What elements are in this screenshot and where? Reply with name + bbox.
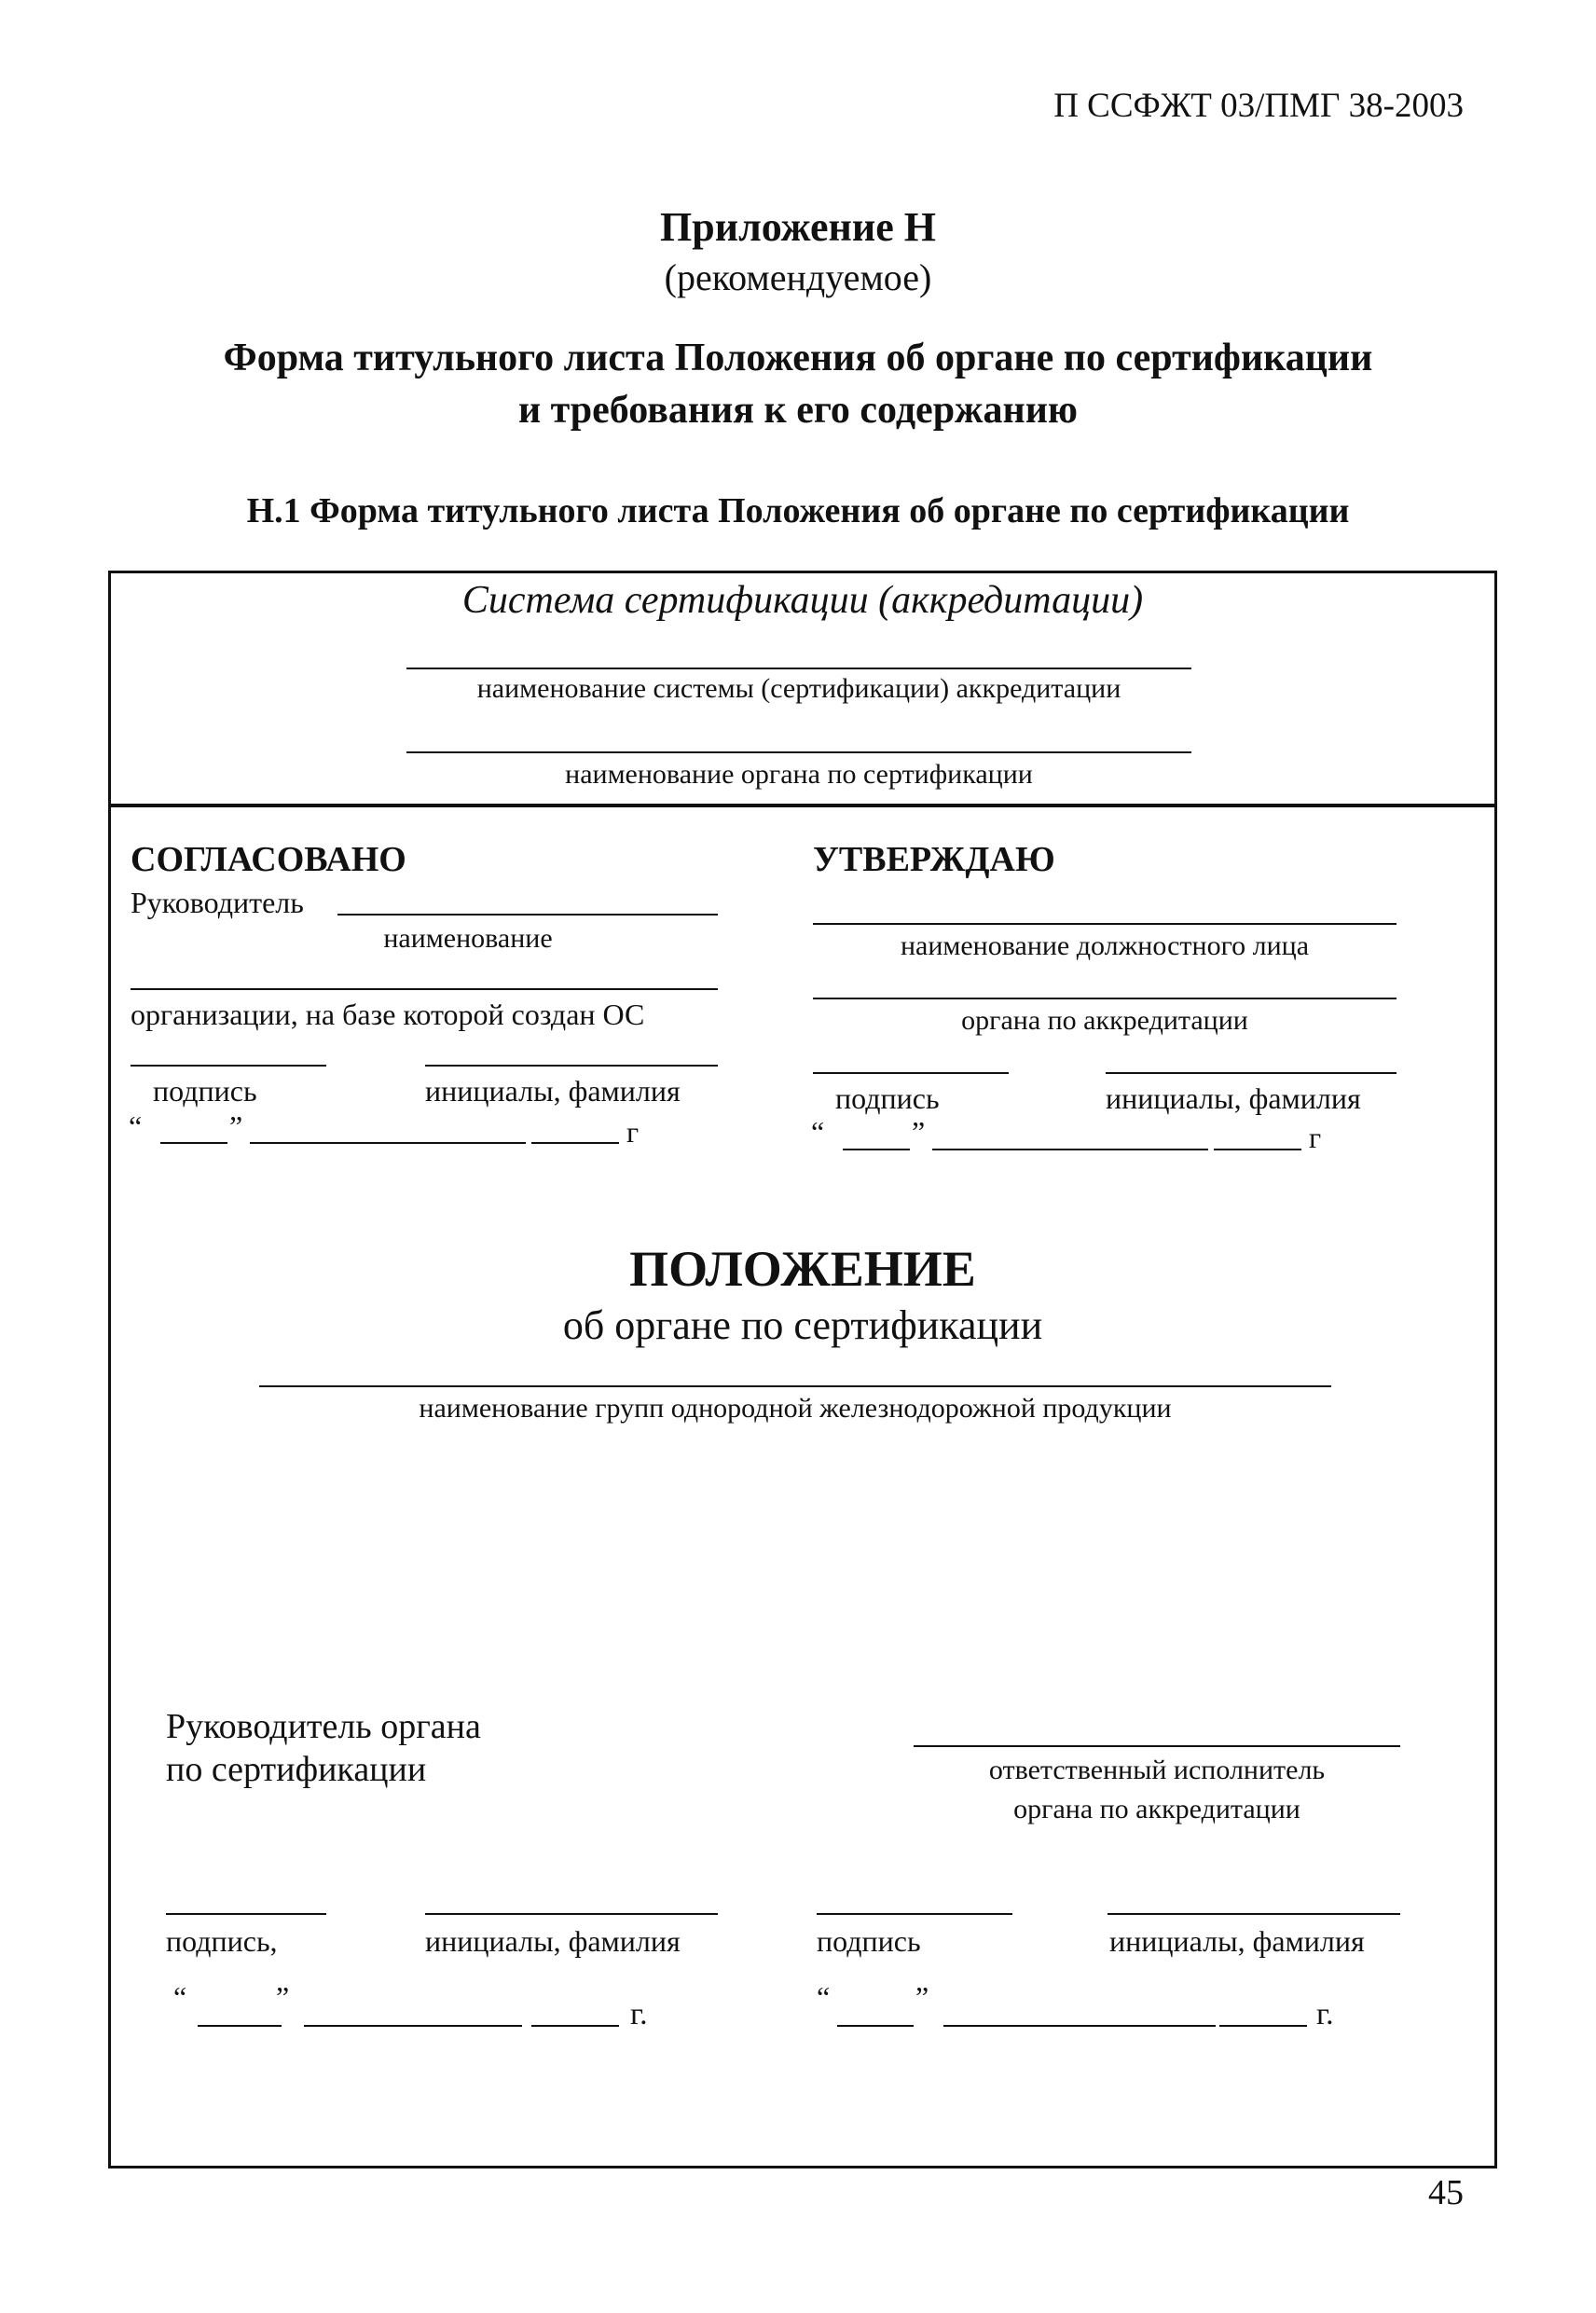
agreed-signature-caption: подпись — [153, 1074, 257, 1108]
agreed-org-caption: организации, на базе которой создан ОС — [131, 998, 645, 1031]
agreed-head-line — [337, 914, 718, 916]
agreed-date-month-line — [250, 1142, 526, 1144]
body-name-caption: наименование органа по сертификации — [565, 759, 1033, 790]
agreed-date-open-quote: “ — [129, 1109, 143, 1143]
bottom-left-label-line2: по сертификации — [166, 1750, 427, 1789]
agreed-date-year-line — [531, 1142, 619, 1144]
bottom-right-initials-caption: инициалы, фамилия — [1109, 1924, 1365, 1958]
document-subtitle: об органе по сертификации — [562, 1302, 1043, 1348]
approved-date-day-line — [843, 1149, 910, 1150]
bottom-left-date-month-line — [304, 2025, 522, 2027]
bottom-left-date-close-quote: ” — [276, 1980, 290, 2014]
bottom-left-signature-caption: подпись, — [166, 1924, 278, 1958]
approved-year-suffix: г — [1309, 1121, 1322, 1154]
agreed-initials-line — [425, 1065, 718, 1067]
approved-initials-line — [1106, 1072, 1396, 1074]
approved-date-year-line — [1214, 1149, 1301, 1150]
appendix-status: (рекомендуемое) — [664, 256, 932, 298]
approved-initials-caption: инициалы, фамилия — [1106, 1081, 1361, 1115]
bottom-left-date-year-line — [531, 2025, 619, 2027]
approved-date-open-quote: “ — [811, 1115, 825, 1149]
executor-caption-line1: ответственный исполнитель — [988, 1755, 1326, 1785]
approved-date-month-line — [932, 1149, 1208, 1150]
appendix-title: Приложение Н — [660, 204, 936, 250]
bottom-right-date-day-line — [837, 2025, 914, 2027]
agreed-org-line — [131, 988, 718, 990]
agreed-heading: СОГЛАСОВАНО — [131, 840, 406, 879]
bottom-right-date-year-line — [1219, 2025, 1307, 2027]
agreed-date-day-line — [160, 1142, 227, 1144]
page-number: 45 — [1428, 2173, 1464, 2212]
bottom-right-date-open-quote: “ — [817, 1980, 831, 2014]
approved-official-caption: наименование должностного лица — [900, 930, 1310, 961]
bottom-right-year-suffix: г. — [1316, 1997, 1334, 2031]
bottom-left-signature-line — [166, 1913, 326, 1915]
agreed-signature-line — [131, 1065, 326, 1067]
document-code: П ССФЖТ 03/ПМГ 38-2003 — [1053, 87, 1464, 125]
document-title: ПОЛОЖЕНИЕ — [629, 1241, 976, 1297]
bottom-right-date-month-line — [943, 2025, 1216, 2027]
system-heading: Система сертификации (аккредитации) — [461, 579, 1144, 622]
approved-signature-caption: подпись — [835, 1081, 940, 1115]
agreed-initials-caption: инициалы, фамилия — [425, 1074, 681, 1108]
bottom-right-signature-line — [817, 1913, 1012, 1915]
executor-line — [914, 1745, 1400, 1747]
products-caption: наименование групп однородной железнодорожной продукции — [419, 1393, 1172, 1424]
agreed-year-suffix: г — [626, 1115, 640, 1149]
agreed-date-close-quote: ” — [229, 1109, 243, 1143]
approved-signature-line — [813, 1072, 1009, 1074]
bottom-left-initials-caption: инициалы, фамилия — [425, 1924, 681, 1958]
body-name-line — [406, 751, 1191, 753]
bottom-right-signature-caption: подпись — [817, 1924, 921, 1958]
bottom-left-year-suffix: г. — [630, 1997, 648, 2031]
form-title-line1: Форма титульного листа Положения об органе по сертификации — [223, 337, 1373, 379]
form-header-divider — [108, 804, 1497, 807]
bottom-right-date-close-quote: ” — [915, 1980, 929, 2014]
approved-accreditation-caption: органа по аккредитации — [961, 1005, 1248, 1036]
system-name-caption: наименование системы (сертификации) аккредитации — [476, 673, 1121, 704]
executor-caption-line2: органа по аккредитации — [1013, 1794, 1300, 1824]
bottom-left-date-open-quote: “ — [173, 1980, 187, 2014]
approved-heading: УТВЕРЖДАЮ — [813, 840, 1055, 879]
approved-date-close-quote: ” — [912, 1115, 926, 1149]
approved-official-line — [813, 923, 1396, 925]
system-name-line — [406, 668, 1191, 669]
products-line — [259, 1385, 1331, 1387]
agreed-name-caption: наименование — [383, 923, 553, 954]
bottom-left-label-line1: Руководитель органа — [166, 1707, 481, 1746]
bottom-left-initials-line — [425, 1913, 718, 1915]
agreed-head-label: Руководитель — [131, 886, 304, 919]
bottom-left-date-day-line — [198, 2025, 282, 2027]
form-title-line2: и требования к его содержанию — [517, 389, 1079, 432]
section-title: Н.1 Форма титульного листа Положения об органе по сертификации — [246, 491, 1350, 530]
bottom-right-initials-line — [1108, 1913, 1400, 1915]
approved-accreditation-line — [813, 998, 1396, 999]
